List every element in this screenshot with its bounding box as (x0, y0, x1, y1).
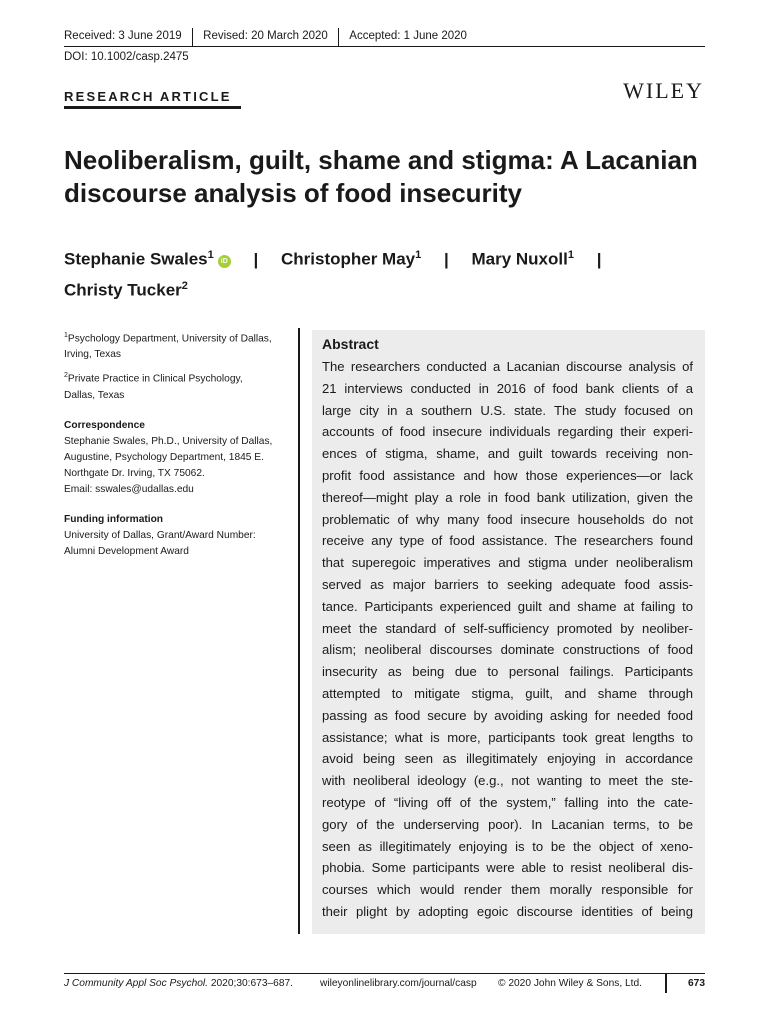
abstract-line: courses which would render them morally responsible for (322, 882, 693, 898)
abstract-line: their plight by adopting egoic discourse identities of being (322, 903, 693, 919)
author-affiliation-marker: 1 (567, 249, 574, 261)
author-name[interactable]: Mary Nuxoll (471, 249, 568, 269)
article-info-sidebar (64, 328, 294, 565)
abstract-line: gory of the underserving poor). In Lacanian terms, to be (322, 816, 693, 832)
author-separator: | (596, 249, 602, 269)
abstract-line: reotype of “living off of the system,” falling into the cate- (322, 794, 693, 810)
abstract-line: meet the standard of self-sufficiency promoted by neoliber- (322, 620, 693, 636)
author-separator: | (443, 249, 449, 269)
abstract-line: phobia. Some participants were able to resist neoliberal dis- (322, 860, 693, 876)
abstract-line: seen as illegitimately enjoying is to be the object of xeno- (322, 838, 693, 854)
footer-rule (64, 973, 705, 974)
journal-website-link[interactable]: wileyonlinelibrary.com/journal/casp (320, 978, 477, 989)
abstract-line: assistance; what is more, participants took great lengths to (322, 729, 693, 745)
abstract-line: ences of stigma, shame, and guilt towards receiving non- (322, 446, 693, 462)
abstract-text (322, 356, 693, 923)
article-title (64, 144, 714, 210)
abstract-line: problematic of why many food insecure households do not (322, 511, 693, 527)
abstract-heading: Abstract (322, 336, 379, 352)
abstract-line: that superegoic imperatives and stigma under neoliberalism (322, 555, 693, 571)
abstract-line: passing as food secure by avoiding asking for needed food (322, 707, 693, 723)
abstract-line: The researchers conducted a Lacanian discourse analysis of (322, 359, 693, 374)
author-name[interactable]: Christy Tucker (64, 280, 182, 300)
correspondence-heading: Correspondence (64, 419, 145, 431)
accepted-date: Accepted: 1 June 2020 (349, 30, 467, 42)
abstract-line: thereof—might play a role in food bank utilization, given the (322, 489, 693, 505)
abstract-line: attempted to mitigate stigma, guilt, and shame through (322, 685, 693, 701)
author-affiliation-marker: 1 (415, 249, 422, 261)
page-footer (64, 978, 705, 994)
abstract-line: receive any type of food assistance. The researchers found (322, 533, 693, 549)
publisher-logo: WILEY (623, 78, 704, 103)
affiliation-2: $^2$Private Practice in Clinical Psychology, Dallas, Texas (64, 372, 243, 401)
abstract-line: served as major barriers to seeking adequate food assis- (322, 576, 693, 592)
orcid-icon[interactable]: iD (218, 255, 231, 268)
funding-details: University of Dallas, Grant/Award Number: Alumni Development Award (64, 529, 256, 557)
copyright-notice: © 2020 John Wiley & Sons, Ltd. (498, 978, 642, 989)
author-line (64, 242, 714, 273)
abstract-line: avoid being seen as illegitimately enjoying in accordance (322, 751, 693, 767)
author-list (64, 242, 714, 303)
journal-citation: J Community Appl Soc Psychol. 2020;30:673–687. (64, 978, 293, 989)
section-label: RESEARCH ARTICLE (64, 89, 232, 104)
title-line: Neoliberalism, guilt, shame and stigma: A Lacanian (64, 145, 698, 175)
abstract-line: tance. Participants experienced guilt and shame at failing to (322, 598, 693, 614)
section-underline (64, 106, 241, 109)
author-name[interactable]: Stephanie Swales (64, 249, 208, 269)
abstract-line: accounts of food insecure individuals regarding their experi- (322, 424, 693, 440)
page-number: 673 (688, 978, 705, 989)
abstract-line: insecurity as being due to personal failings. Participants (322, 664, 693, 680)
doi[interactable]: DOI: 10.1002/casp.2475 (64, 51, 189, 63)
article-dates (64, 28, 705, 47)
author-name[interactable]: Christopher May (280, 249, 416, 269)
revised-date: Revised: 20 March 2020 (203, 30, 328, 42)
author-line (64, 273, 714, 304)
author-separator: | (253, 249, 259, 269)
abstract-line: profit food assistance and how those experiences—or lack (322, 467, 693, 483)
abstract-line: large city in a southern U.S. state. The study focused on (322, 402, 693, 418)
date-divider (338, 28, 340, 46)
footer-divider (665, 973, 667, 993)
sidebar-divider (298, 328, 300, 934)
abstract-line: alism; neoliberal discourses dominate constructions of food (322, 642, 693, 658)
affiliation-1: $^1$Psychology Department, University of Dallas, Irving, Texas (64, 332, 272, 361)
author-affiliation-marker: 1 (207, 249, 214, 261)
correspondence-email[interactable]: Email: sswales@udallas.edu (64, 483, 194, 495)
date-divider (192, 28, 194, 46)
received-date: Received: 3 June 2019 (64, 30, 182, 42)
abstract-line: 21 interviews conducted in 2016 of food bank clients of a (322, 380, 693, 396)
title-line: discourse analysis of food insecurity (64, 178, 523, 208)
correspondence-details: Stephanie Swales, Ph.D., University of Dallas, Augustine, Psychology Department, 1845 E. Northgate Dr. Irving, TX 75062. Email: sswales@udallas.edu (64, 435, 273, 495)
author-affiliation-marker: 2 (181, 279, 188, 292)
funding-heading: Funding information (64, 513, 164, 525)
abstract-line: with neoliberal ideology (e.g., not wanting to meet the ste- (322, 773, 693, 789)
